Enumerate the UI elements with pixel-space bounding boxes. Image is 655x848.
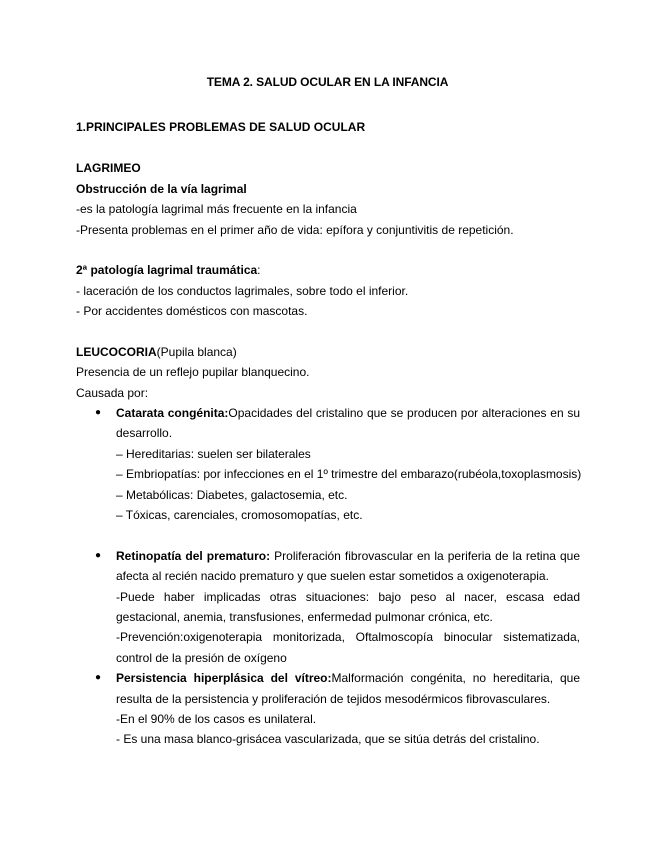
catarata-subitem: – Embriopatías: por infecciones en el 1º trimestre del embarazo(rubéola,toxoplasmosis) — [116, 467, 582, 482]
bullet-icon: ● — [95, 549, 102, 561]
retinopatia-line: -Puede haber implicadas otras situaciones: bajo peso al nacer, escasa edad — [116, 589, 580, 604]
persistencia-line: resulta de la persistencia y proliferación de tejidos mesodérmicos fibrovasculares. — [116, 691, 551, 706]
catarata-label: Catarata congénita: — [116, 406, 229, 421]
retinopatia-line: afecta al recién nacido prematuro y que suelen estar sometidos a oxigenoterapia. — [116, 569, 549, 584]
lagrimeo-heading: LAGRIMEO — [76, 161, 141, 176]
retinopatia-line: control de la presión de oxígeno — [116, 650, 287, 665]
catarata-text: Opacidades del cristalino que se producen por alteraciones en su — [228, 406, 580, 421]
document-body — [76, 117, 580, 750]
list-item-retinopatia — [76, 546, 580, 668]
retinopatia-text: Proliferación fibrovascular en la periferia de la retina que — [270, 548, 580, 563]
bullet-icon: ● — [95, 672, 102, 684]
retinopatia-label: Retinopatía del prematuro: — [116, 548, 271, 563]
persistencia-text: Malformación congénita, no hereditaria, que — [331, 671, 580, 686]
persistencia-line: -En el 90% de los casos es unilateral. — [116, 711, 317, 726]
catarata-subitem: – Hereditarias: suelen ser bilaterales — [116, 446, 311, 461]
catarata-subitem: – Metabólicas: Diabetes, galactosemia, etc. — [116, 487, 348, 502]
persistencia-label: Persistencia hiperplásica del vítreo: — [116, 671, 332, 686]
lagrimeo-line: -es la patología lagrimal más frecuente en la infancia — [76, 202, 357, 217]
lagrimeo-line: -Presenta problemas en el primer año de vida: epífora y conjuntivitis de repetición. — [76, 222, 514, 237]
catarata-subitem: – Tóxicas, carenciales, cromosomopatías, etc. — [116, 508, 363, 523]
retinopatia-line: -Prevención:oxigenoterapia monitorizada, Oftalmoscopía binocular sistematizada, — [116, 630, 580, 645]
lagrimeo-subheading: Obstrucción de la vía lagrimal — [76, 181, 247, 196]
retinopatia-line — [116, 546, 580, 566]
persistencia-line — [116, 668, 580, 688]
traumatica-heading-suffix: : — [257, 263, 261, 278]
traumatica-line: - Por accidentes domésticos con mascotas. — [76, 304, 308, 319]
retinopatia-line: gestacional, anemia, transfusiones, enfermedad pulmonar crónica, etc. — [116, 609, 493, 624]
section-heading: 1.PRINCIPALES PROBLEMAS DE SALUD OCULAR — [76, 120, 366, 134]
leucocoria-heading: LEUCOCORIA — [76, 344, 157, 359]
list-item-persistencia — [76, 668, 580, 750]
traumatica-heading: 2ª patología lagrimal traumática — [76, 263, 258, 278]
leucocoria-line: Presencia de un reflejo pupilar blanquecino. — [76, 365, 310, 380]
persistencia-line: - Es una masa blanco-grisácea vascularizada, que se sitúa detrás del cristalino. — [116, 732, 540, 747]
document-title: TEMA 2. SALUD OCULAR EN LA INFANCIA — [206, 75, 449, 89]
leucocoria-heading-suffix: (Pupila blanca) — [156, 344, 237, 359]
traumatica-line: - laceración de los conductos lagrimales, sobre todo el inferior. — [76, 283, 409, 298]
catarata-line: desarrollo. — [116, 426, 173, 441]
catarata-line — [116, 403, 580, 423]
bullet-icon: ● — [95, 407, 102, 419]
leucocoria-line: Causada por: — [76, 385, 149, 400]
list-item-catarata — [76, 403, 580, 525]
leucocoria-heading-line — [76, 342, 580, 362]
traumatica-heading-line — [76, 260, 580, 280]
